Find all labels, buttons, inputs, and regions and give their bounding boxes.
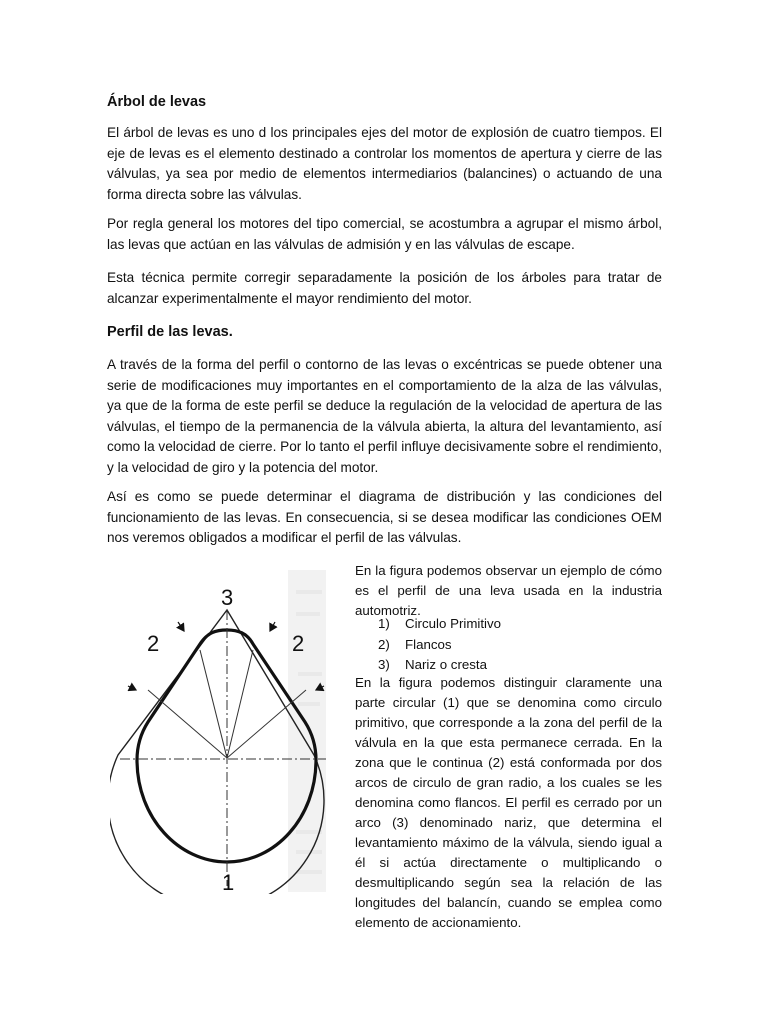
paragraph-intro: El árbol de levas es uno d los principales ejes del motor de explosión de cuatro tiempos. El eje de levas es el elemento destinado a controlar los momentos de apertura y cierre de las válvulas, ya sea por medio de elementos intermediarios (balancines) o actuando de una forma directa sobre las válvulas. (107, 125, 662, 202)
label-flank-left: 2 (147, 631, 160, 656)
heading-arbol-de-levas: Árbol de levas (107, 94, 207, 110)
profile-parts-list (378, 614, 501, 676)
label-base-circle: 1 (222, 870, 235, 894)
list-number: 3) (378, 657, 390, 672)
heading-perfil-de-las-levas: Perfil de las levas. (107, 324, 233, 340)
label-flank-right: 2 (292, 631, 305, 656)
list-text: Nariz o cresta (405, 657, 488, 672)
background-shading (288, 570, 326, 892)
label-nose: 3 (221, 585, 234, 610)
list-number: 2) (378, 636, 390, 652)
paragraph-perfil: A través de la forma del perfil o contorno de las levas o excéntricas se puede obtener una serie de modificaciones muy importantes en el comportamiento de la alza de las válvulas, ya que de la forma de este perfil se deduce la regulación de la velocidad de apertura de las válvulas, el tiempo de la permanencia de la válvula abierta, la altura del levantamiento, así como la velocidad de cierre. Por lo tanto el perfil influye decisivamente sobre el rendimiento, y la velocidad de giro y la potencia del motor. (107, 357, 662, 475)
paragraph-figure-intro: En la figura podemos observar un ejemplo de cómo es el perfil de una leva usada en la industria automotriz. (355, 563, 662, 618)
cam-profile-diagram (110, 568, 326, 894)
paragraph-tecnica: Esta técnica permite corregir separadamente la posición de los árboles para tratar de alcanzar experimentalmente el mayor rendimiento del motor. (107, 270, 662, 306)
list-number: 1) (378, 616, 390, 631)
cam-profile-figure (110, 568, 326, 894)
list-text: Circulo Primitivo (405, 616, 502, 631)
paragraph-regla-general: Por regla general los motores del tipo comercial, se acostumbra a agrupar el mismo árbol, las levas que actúan en las válvulas de admisión y en las válvulas de escape. (107, 216, 662, 252)
paragraph-diagrama: Así es como se puede determinar el diagrama de distribución y las condiciones del funcionamiento de las levas. En consecuencia, si se desea modificar las condiciones OEM nos veremos obligados a modificar el perfil de las válvulas. (107, 489, 662, 546)
list-item (378, 614, 501, 635)
list-item (378, 635, 501, 656)
list-text: Flancos (405, 636, 452, 652)
paragraph-figure-description: En la figura podemos distinguir claramente una parte circular (1) que se denomina como circulo primitivo, que corresponde a la zona del perfil de la válvula en la que esta permanece cerrada. En la zona que le continua (2) está conformada por dos arcos de circulo de gran radio, a los cuales se les denomina como flancos. El perfil es cerrado por un arco (3) denominado nariz, que determina el levantamiento máximo de la válvula, siendo igual a él si actúa directamente o multiplicando o desmultiplicando según sea la relación de las longitudes del balancín, cuando se emplea como elemento de accionamiento. (355, 675, 662, 930)
